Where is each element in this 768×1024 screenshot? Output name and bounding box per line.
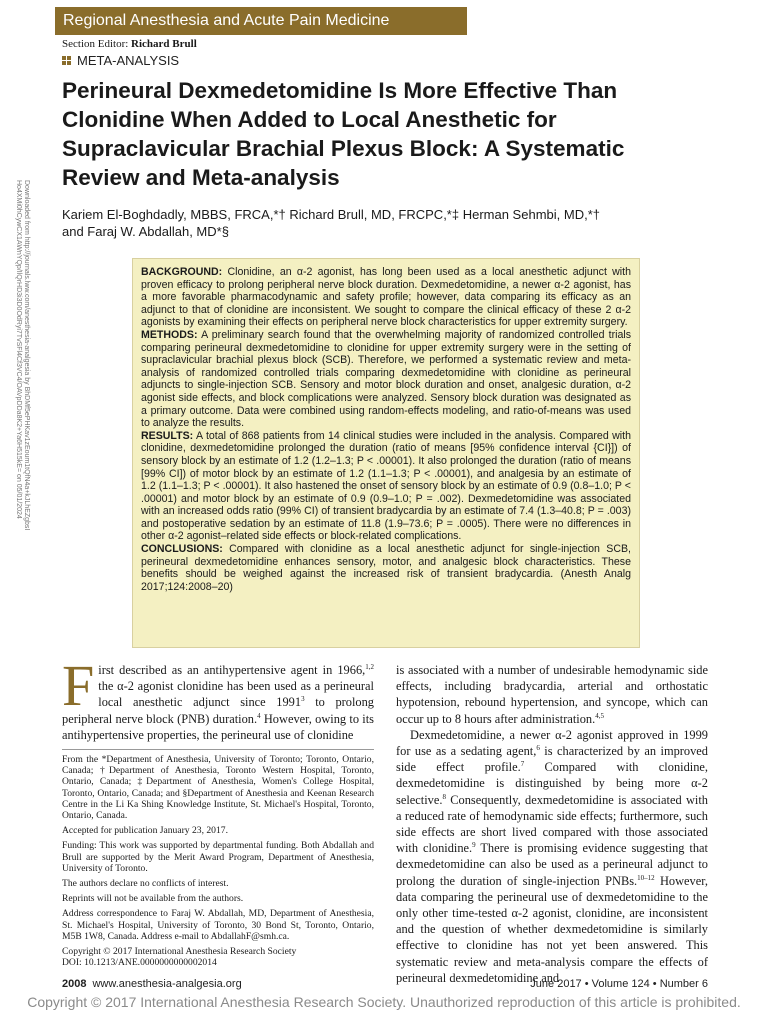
results-label: RESULTS: <box>141 429 194 442</box>
intro-text-1: irst described as an antihypertensive agent in 1966, <box>98 663 366 677</box>
copyright-line: Copyright © 2017 International Anesthesia Research Society <box>62 946 297 958</box>
journal-website: www.anesthesia-analgesia.org <box>92 978 242 990</box>
background-label: BACKGROUND: <box>141 266 223 278</box>
download-watermark-line-1: Downloaded from http://journals.lww.com/anesthesia-analgesia by BhDMf5ePHKav1zEoum1tQfN4a+kJLhEZgbsI <box>23 180 30 531</box>
citation: 9 <box>472 841 476 850</box>
grid-squares-icon <box>62 56 71 65</box>
citation: 8 <box>442 792 446 801</box>
citation: 7 <box>520 760 525 769</box>
citation: 4 <box>257 711 261 720</box>
methods-text: A preliminary search found that the overwhelming majority of randomized controlled trials comparing perineural dexmedetomidine to clonidine for upper extremity surgery were in the setting of supraclavicular brachial plexus block (SCB). Therefore, we performed a systematic review and meta-analysis of randomized controlled trials comparing dexmedetomidine with clonidine as perineural adjuncts to single-injection SCB. Sensory and motor block duration and onset, analgesic duration, α-2 agonist side effects, and block complications were analyzed. Sensory block duration was designated as a primary outcome. Data were combined using random-effects modeling, and ratio-of-means was used to analyze the results. <box>141 328 632 430</box>
methods-label: METHODS: <box>141 328 198 341</box>
paragraph-1 <box>396 662 708 727</box>
paragraph-2-text-c: Compared with clonidine, dexmedetomidine is distinguished by being more α-2 selective. <box>396 760 709 807</box>
paragraph-2 <box>396 727 708 986</box>
footer-left <box>62 978 242 990</box>
page-footer <box>62 978 708 990</box>
citation: 6 <box>536 743 540 752</box>
accepted-date: Accepted for publication January 23, 2017. <box>62 825 228 837</box>
right-column <box>396 662 708 986</box>
authors-line-1: Kariem El-Boghdadly, MBBS, FRCA,*† Richard Brull, MD, FRCPC,*‡ Herman Sehmbi, MD,*† <box>62 207 600 222</box>
reprints: Reprints will not be available from the authors. <box>62 893 244 905</box>
page-number: 2008 <box>62 978 87 990</box>
intro-text-3: to prolong peripheral nerve block (PNB) duration. <box>62 695 374 726</box>
download-watermark-line-2: Ho4XMi0hCywCX1AWnYQp/IlQrHD3i3D0OdRyi7TvSFl4Cf3VC4/OAVpDDa8K2+Ya6H515kE= on 05/01/2024 <box>15 180 22 519</box>
left-column <box>62 653 374 969</box>
conclusions-label: CONCLUSIONS: <box>141 543 223 556</box>
intro-text-2: the α-2 agonist clonidine has been used as a perineural local anesthetic adjunct since 1991 <box>98 679 374 710</box>
article-type <box>62 53 179 68</box>
download-watermark <box>14 180 30 530</box>
issue-info: June 2017 • Volume 124 • Number 6 <box>530 978 708 990</box>
authors-line-2: and Faraj W. Abdallah, MD*§ <box>62 224 229 239</box>
abstract-results <box>141 430 631 543</box>
section-editor <box>62 38 197 50</box>
paragraph-2-text-b: is characterized by an improved side effect profile. <box>396 744 708 775</box>
section-editor-name: Richard Brull <box>131 38 197 50</box>
paragraph-2-text-f: However, data comparing the perineural use of dexmedetomidine to the only other time-tested α-2 agonist, clonidine, are inconsistent and the question of whether dexmedetomidine is similarly effective to clonidine has not yet been answered. This systematic review and meta-analysis compare the effects of perineural dexmedetomidine and <box>396 873 708 985</box>
funding: Funding: This work was supported by departmental funding. Both Abdallah and Brull are supported by the Merit Award Program, Department of Anesthesia, University of Toronto. <box>62 840 374 874</box>
citation: 10–12 <box>637 873 655 882</box>
conclusions-text: Compared with clonidine as a local anesthetic adjunct for single-injection SCB, perineural dexmedetomidine enhances sensory, motor, and analgesic block characteristics. These benefits should be weighed against the increased risk of transient bradycardia. (Anesth Analg 2017;124:2008–20) <box>141 543 631 593</box>
article-title: Perineural Dexmedetomidine Is More Effective Than Clonidine When Added to Local Anesthetic for Supraclavicular Brachial Plexus Block: A Systematic Review and Meta-analysis <box>62 78 625 190</box>
paragraph-1-text: is associated with a number of undesirable hemodynamic side effects, including bradycardia, arterial and orthostatic hypotension, rebound hypertension, and syncope, which can occur up to 8 hours after administration. <box>396 663 708 726</box>
section-editor-label: Section Editor: <box>62 38 129 50</box>
article-type-label: META-ANALYSIS <box>77 53 180 68</box>
background-text: Clonidine, an α-2 agonist, has long been used as a local anesthetic adjunct with proven efficacy to prolong peripheral nerve block duration. Dexmedetomidine, a newer α-2 agonist, has a more favorable pharmacodynamic and safety profile; however, data comparing its efficacy as an adjunct to that of clonidine are inconsistent. We sought to compare the clinical efficacy of these 2 α-2 agonists by examining their effects on peripheral nerve block characteristics for upper extremity surgery. <box>141 266 631 329</box>
abstract-background <box>141 266 631 329</box>
intro-paragraph <box>62 653 374 743</box>
citation: 4,5 <box>595 711 604 720</box>
intro-text-4: However, owing to its antihypertensive properties, the perineural use of clonidine <box>62 711 374 742</box>
journal-name-banner: Regional Anesthesia and Acute Pain Medicine <box>55 7 467 35</box>
paragraph-2-text-e: There is promising evidence suggesting that dexmedetomidine can also be used as a perineural adjunct to prolong the duration of single-injection PNBs. <box>396 841 708 888</box>
affiliations: From the *Department of Anesthesia, University of Toronto; Toronto, Ontario, Canada; †Department of Anesthesia, Toronto Western Hospital, Toronto, Ontario, Canada; ‡Department of Anesthesia, Women's College Hospital, Toronto, Ontario, Canada; and §Department of Anesthesia and Keenan Research Centre in the Li Ka Shing Knowledge Institute, St. Michael's Hospital, Toronto, Ontario, Canada. <box>62 754 374 822</box>
abstract-methods <box>141 329 631 430</box>
citation: 1,2 <box>365 662 374 671</box>
footnote-divider <box>62 749 374 750</box>
paragraph-2-text-a: Dexmedetomidine, a newer α-2 agonist approved in 1999 for use as a sedating agent, <box>396 727 708 759</box>
drop-cap: F <box>62 653 95 718</box>
abstract-conclusions <box>141 543 631 593</box>
abstract-box <box>132 258 640 648</box>
paragraph-2-text-d: Consequently, dexmedetomidine is associated with a reduced rate of hemodynamic side effects; furthermore, such side effects are short lived compared with those associated with clonidine. <box>396 792 708 856</box>
correspondence: Address correspondence to Faraj W. Abdallah, MD, Department of Anesthesia, St. Michael's Hospital, University of Toronto, 30 Bond St, Toronto, Ontario, M5B 1W8, Canada. Address e-mail to AbdallahF@smh.ca. <box>62 908 374 942</box>
conflicts: The authors declare no conflicts of interest. <box>62 878 229 890</box>
doi: DOI: 10.1213/ANE.0000000000002014 <box>62 957 217 969</box>
citation: 3 <box>301 695 305 704</box>
results-text: A total of 868 patients from 14 clinical studies were included in the analysis. Compared with clonidine, dexmedetomidine prolonged the duration (ratio of means [95% confidence interval {CI}]) of sensory block by an estimate of 1.2 (1.2–1.3; P < .00001). It also prolonged the duration (ratio of means [99% CI]) of motor block by an estimate of 1.2 (1.1–1.3; P < .00001), and analgesia by an estimate of 1.2 (1.1–1.3; P < .00001). It also hastened the onset of sensory block by an estimate of 0.9 (0.8–1.0; P < .00001) and motor block by an estimate of 0.9 (0.9–1.0; P = .002). Dexmedetomidine was associated with an increased odds ratio (99% CI) of transient bradycardia by an estimate of 7.4 (1.3–40.8; P = .003) and postoperative sedation by an estimate of 11.8 (1.9–73.6; P = .0005). There were no differences in other α-2 agonist–related side effects or block-related complications. <box>141 429 631 543</box>
footnotes <box>62 754 374 968</box>
copyright-notice: Copyright © 2017 International Anesthesia Research Society. Unauthorized reproduction of this article is prohibited. <box>27 994 741 1010</box>
author-list <box>62 206 712 240</box>
